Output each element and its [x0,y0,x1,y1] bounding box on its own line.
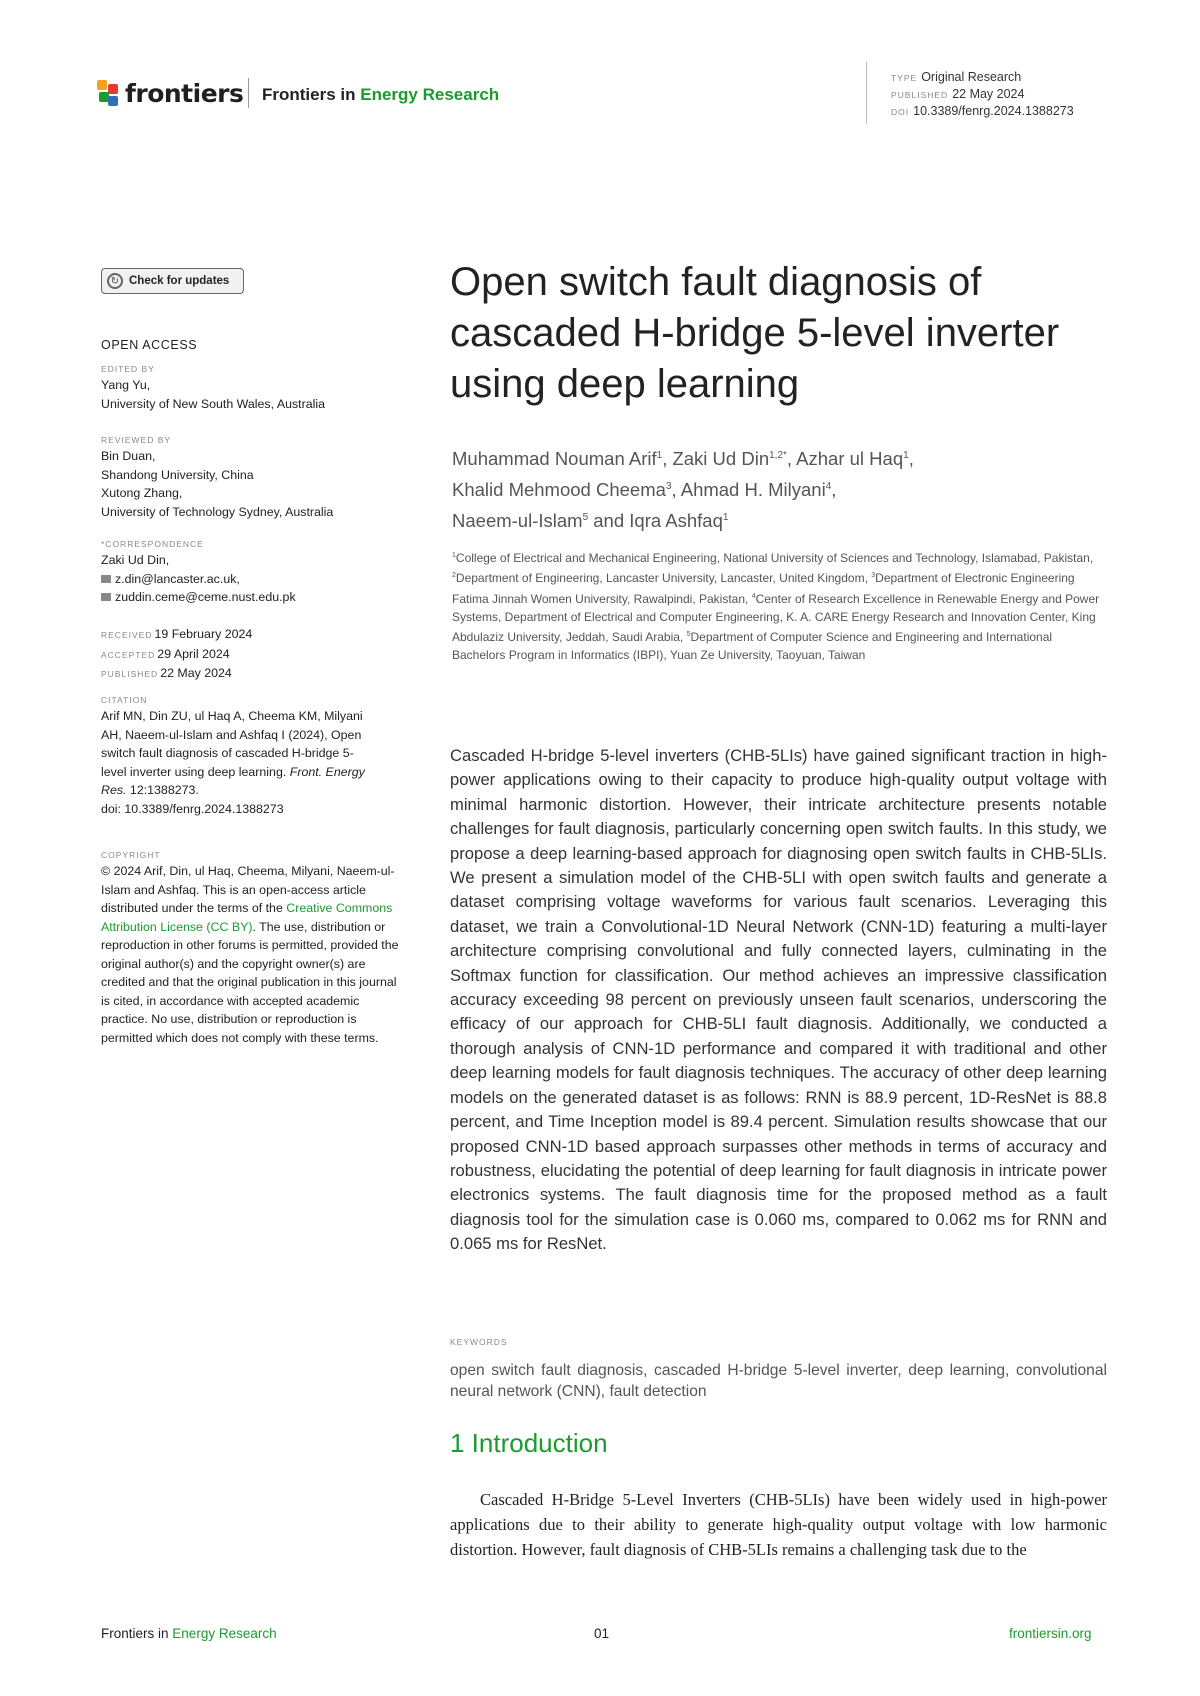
keywords: open switch fault diagnosis, cascaded H-bridge 5-level inverter, deep learning, convolutional neural network (CNN), fault detection [450,1362,1107,1400]
journal-title: Energy Research [360,85,500,104]
logo-square-orange [97,80,107,90]
author-affiliation-marker: 1 [722,512,729,524]
logo-square-red [108,84,118,94]
editor-affiliation: University of New South Wales, Australia [101,396,326,411]
affiliation-text: Department of Electronic Engineering Fatima Jinnah Women University, Rawalpindi, Pakistan, [452,571,1075,606]
dates-section [101,625,401,684]
refresh-icon: ↻ [107,273,123,289]
author-separator: , [908,448,914,470]
footer-journal[interactable]: Frontiers in Energy Research [101,1626,277,1641]
email-link[interactable]: zuddin.ceme@ceme.nust.edu.pk [101,588,401,607]
keywords-label: KEYWORDS [450,1337,508,1347]
affiliation-text: College of Electrical and Mechanical Engineering, National University of Sciences and Technology, Islamabad, Pakistan, [455,551,1094,565]
citation-doi[interactable]: doi: 10.3389/fenrg.2024.1388273 [101,801,284,816]
author-separator: , [671,479,681,501]
affiliation-marker: 4 [751,592,756,600]
correspondence-name: Zaki Ud Din, [101,553,170,567]
author-separator: , [786,448,797,470]
journal-name[interactable] [262,85,499,105]
reviewer-affiliation: Shandong University, China [101,467,254,482]
citation-section: CITATION Arif MN, Din ZU, ul Haq A, Cheema KM, Milyani AH, Naeem-ul-Islam and Ashfaq I (2024), Open switch fault diagnosis of cascaded H-bridge 5-level inverter using deep learning. Front. Energy Res. 12:1388273. doi: 10.3389/fenrg.2024.1388273 [101,693,376,818]
affiliations [452,547,1102,665]
page-number: 01 [594,1626,610,1641]
article-title: Open switch fault diagnosis of cascaded H-bridge 5-level inverter using deep learning [450,260,1060,406]
author-affiliation-marker: 1,2* [769,450,787,461]
frontiers-logo[interactable] [97,79,243,108]
reviewer-name: Xutong Zhang, [101,486,183,500]
citation-text: Arif MN, Din ZU, ul Haq A, Cheema KM, Milyani AH, Naeem-ul-Islam and Ashfaq I (2024), Open switch fault diagnosis of cascaded H-bridge 5-level inverter using deep learning. Front. Energy Res. 12:1388273. [101,709,365,797]
header-divider [248,78,249,108]
affiliation-text: Department of Computer Science and Engineering and International Bachelors Program in Informatics (IBPI), Yuan Ze University, Taoyuan, Taiwan [452,630,1053,663]
reviewer-name: Bin Duan, [101,449,156,463]
open-access-label: OPEN ACCESS [101,338,198,352]
author-name[interactable]: Zaki Ud Din [672,448,770,470]
author-name[interactable]: Ahmad H. Milyani [680,479,826,501]
author-name[interactable]: Azhar ul Haq [796,448,904,470]
author-affiliation-marker: 3 [665,481,672,493]
copyright-section: COPYRIGHT © 2024 Arif, Din, ul Haq, Cheema, Milyani, Naeem-ul-Islam and Ashfaq. This is an open-access article distributed under the terms of the Creative Commons Attribution License (CC BY). The use, distribution or reproduction in other forums is permitted, provided the original author(s) and the copyright owner(s) are credited and that the original publication in this journal is cited, in accordance with accepted academic practice. No use, distribution or reproduction is permitted which does not comply with these terms. [101,848,401,1047]
author-affiliation-marker: 4 [825,481,832,493]
section-heading: 1 Introduction [450,1428,608,1458]
accepted-date: ACCEPTED 29 April 2024 [101,646,230,661]
affiliation-text: Department of Engineering, Lancaster University, Lancaster, United Kingdom, [455,571,872,586]
logo-square-blue [108,96,118,106]
author-name[interactable]: Naeem-ul-Islam [452,510,583,532]
logo-wordmark: frontiers [125,79,244,108]
author-name[interactable]: Iqra Ashfaq [629,510,723,532]
footer-site-link[interactable]: frontiersin.org [1009,1626,1092,1641]
correspondence-section: *CORRESPONDENCE Zaki Ud Din, z.din@lancaster.ac.uk, zuddin.ceme@ceme.nust.edu.pk [101,537,401,607]
journal-prefix: Frontiers in [262,85,356,104]
edited-by-section: EDITED BY Yang Yu, University of New South Wales, Australia [101,362,401,413]
affiliation-text: Center of Research Excellence in Renewable Energy and Power Systems, Department of Electrical and Computer Engineering, K. A. CARE Energy Research and Innovation Center, King Abdulaziz University, Jeddah, Saudi Arabia, [452,591,1100,645]
author-separator: , [831,479,837,501]
author-affiliation-marker: 1 [903,450,909,461]
cc-by-license-link[interactable]: Creative Commons Attribution License (CC BY) [101,901,393,934]
envelope-icon [101,575,111,583]
editor-name: Yang Yu, [101,378,151,392]
frontiers-logo-icon [97,80,121,108]
intro-paragraph: Cascaded H-Bridge 5-Level Inverters (CHB-5LIs) have been widely used in high-power applications due to their ability to generate high-quality output voltage with low harmonic distortion. However, fault diagnosis of CHB-5LIs remains a challenging task due to the [450,1490,1107,1559]
citation-journal: Front. Energy Res. [101,764,365,797]
open-access-section [101,336,401,355]
meta-divider [866,62,867,124]
affiliation-marker: 3 [871,572,876,580]
author-affiliation-marker: 5 [582,512,589,524]
email-link[interactable]: z.din@lancaster.ac.uk, [101,570,401,589]
affiliation-marker: 5 [686,631,691,639]
reviewer-affiliation: University of Technology Sydney, Australia [101,504,334,519]
author-name[interactable]: Khalid Mehmood Cheema [452,479,666,501]
check-for-updates-button[interactable] [101,268,244,294]
author-name[interactable]: Muhammad Nouman Arif [452,448,657,470]
reviewed-by-section: REVIEWED BY Bin Duan, Shandong University, China Xutong Zhang, University of Technology Sydney, Australia [101,433,401,521]
author-affiliation-marker: 1 [656,450,663,461]
author-list [452,442,1092,535]
author-separator: and [588,510,630,532]
check-for-updates-label: Check for updates [129,275,230,287]
affiliation-marker: 1 [452,552,456,559]
affiliation-marker: 2 [452,572,456,580]
author-separator: , [662,448,673,470]
abstract: Cascaded H-bridge 5-level inverters (CHB-5LIs) have gained significant traction in high-power applications owing to their capacity to produce high-quality output voltage with minimal harmonic distortion. However, their intricate architecture presents notable challenges for fault diagnosis, particularly concerning open switch faults. In this study, we propose a deep learning-based approach for diagnosing open switch faults in CHB-5LIs. We present a simulation model of the CHB-5LI with open switch faults and generate a dataset comprising voltage waveforms for various fault scenarios. Leveraging this dataset, we train a Convolutional-1D Neural Network (CNN-1D) featuring a multi-layer architecture comprising convolutional and fully connected layers, culminating in the Softmax function for classification. Our method achieves an impressive classification accuracy exceeding 98 percent on previously unseen fault scenarios, underscoring the efficacy of our approach for CHB-5LI fault diagnosis. Additionally, we conducted a thorough analysis of CNN-1D performance and compared it with traditional and other deep learning models for fault diagnosis techniques. The accuracy of other deep learning models on the generated dataset is as follows: RNN is 88.9 percent, 1D-ResNet is 88.8 percent, and Time Inception model is 89.4 percent. Simulation results showcase that our proposed CNN-1D based approach surpasses other methods in terms of accuracy and robustness, elucidating the potential of deep learning for fault diagnosis in intricate power electronics systems. The fault diagnosis time for the proposed method as a fault diagnosis tool for the simulation case is 0.060 ms, compared to 0.062 ms for RNN and 0.065 ms for ResNet. [450,746,1107,1254]
copyright-text: © 2024 Arif, Din, ul Haq, Cheema, Milyani, Naeem-ul-Islam and Ashfaq. This is an open-access article distributed under the terms of the Creative Commons Attribution License (CC BY). The use, distribution or reproduction in other forums is permitted, provided the original author(s) and the copyright owner(s) are credited and that the original publication in this journal is cited, in accordance with accepted academic practice. No use, distribution or reproduction is permitted which does not comply with these terms. [101,864,399,1045]
published-date: PUBLISHED 22 May 2024 [101,666,232,680]
published-date: PUBLISHED 22 May 2024 [891,87,1025,101]
envelope-icon [101,593,111,601]
article-type: TYPE Original Research [891,70,1022,84]
received-date: RECEIVED 19 February 2024 [101,627,253,641]
doi[interactable]: DOI 10.3389/fenrg.2024.1388273 [891,104,1074,118]
